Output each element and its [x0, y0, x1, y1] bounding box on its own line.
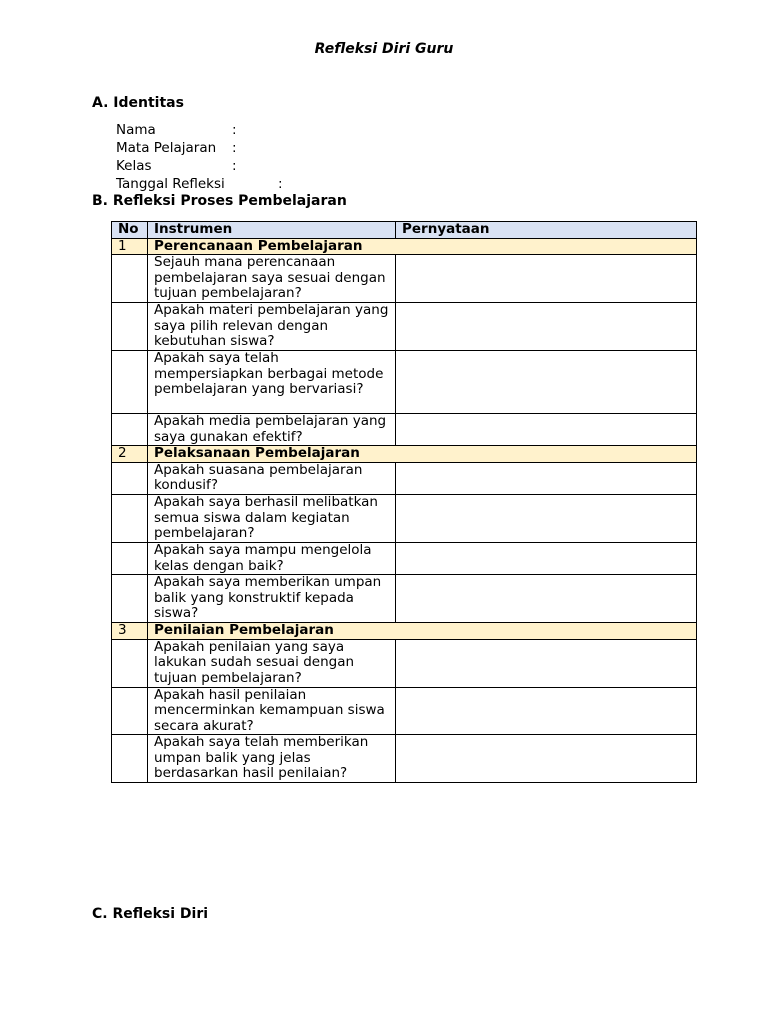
field-label: Mata Pelajaran [116, 140, 217, 156]
reflection-table [111, 221, 697, 783]
field-colon: : [232, 158, 237, 174]
header-instrument: Instrumen [148, 222, 396, 239]
statement-cell[interactable] [396, 735, 697, 783]
section-a-heading: A. Identitas [92, 95, 184, 111]
no-cell [112, 639, 148, 687]
statement-cell[interactable] [396, 462, 697, 494]
no-cell [112, 494, 148, 542]
header-no: No [112, 222, 148, 239]
table-header-row [112, 222, 697, 239]
statement-cell[interactable] [396, 542, 697, 574]
instrument-cell: Apakah saya berhasil melibatkan semua siswa dalam kegiatan pembelajaran? [148, 494, 396, 542]
category-number: 3 [112, 623, 148, 640]
instrument-cell: Apakah penilaian yang saya lakukan sudah sesuai dengan tujuan pembelajaran? [148, 639, 396, 687]
no-cell [112, 462, 148, 494]
instrument-cell: Sejauh mana perencanaan pembelajaran saya sesuai dengan tujuan pembelajaran? [148, 255, 396, 303]
instrument-cell: Apakah saya telah mempersiapkan berbagai metode pembelajaran yang bervariasi? [148, 350, 396, 413]
identity-fields [116, 121, 283, 193]
section-b-heading: B. Refleksi Proses Pembelajaran [92, 193, 347, 209]
category-number: 2 [112, 446, 148, 463]
table-row [112, 494, 697, 542]
category-title: Penilaian Pembelajaran [148, 623, 697, 640]
instrument-cell: Apakah media pembelajaran yang saya gunakan efektif? [148, 413, 396, 445]
instrument-cell: Apakah saya mampu mengelola kelas dengan baik? [148, 542, 396, 574]
table-row [112, 350, 697, 413]
table-row [112, 735, 697, 783]
identity-field-kelas [116, 157, 237, 175]
category-number: 1 [112, 238, 148, 255]
statement-cell[interactable] [396, 494, 697, 542]
section-c-heading: C. Refleksi Diri [92, 906, 209, 922]
identity-field-mata-pelajaran [116, 139, 237, 157]
category-row-pelaksanaan [112, 446, 697, 463]
instrument-cell: Apakah hasil penilaian mencerminkan kemampuan siswa secara akurat? [148, 687, 396, 735]
no-cell [112, 413, 148, 445]
table-row [112, 575, 697, 623]
table-row [112, 639, 697, 687]
identity-field-nama [116, 121, 237, 139]
table-row [112, 542, 697, 574]
instrument-cell: Apakah materi pembelajaran yang saya pilih relevan dengan kebutuhan siswa? [148, 303, 396, 351]
table-row [112, 413, 697, 445]
category-title: Pelaksanaan Pembelajaran [148, 446, 697, 463]
identity-field-tanggal-refleksi [116, 175, 283, 193]
field-label: Kelas [116, 158, 152, 174]
statement-cell[interactable] [396, 413, 697, 445]
table-row [112, 462, 697, 494]
category-row-penilaian [112, 623, 697, 640]
statement-cell[interactable] [396, 303, 697, 351]
instrument-cell: Apakah suasana pembelajaran kondusif? [148, 462, 396, 494]
table-row [112, 687, 697, 735]
field-label: Nama [116, 122, 156, 138]
no-cell [112, 575, 148, 623]
statement-cell[interactable] [396, 255, 697, 303]
no-cell [112, 350, 148, 413]
statement-cell[interactable] [396, 687, 697, 735]
field-label: Tanggal Refleksi [116, 176, 225, 192]
instrument-cell: Apakah saya telah memberikan umpan balik yang jelas berdasarkan hasil penilaian? [148, 735, 396, 783]
field-colon: : [232, 122, 237, 138]
instrument-cell: Apakah saya memberikan umpan balik yang konstruktif kepada siswa? [148, 575, 396, 623]
field-colon: : [232, 140, 237, 156]
no-cell [112, 735, 148, 783]
category-row-perencanaan [112, 238, 697, 255]
field-colon: : [278, 176, 283, 192]
statement-cell[interactable] [396, 575, 697, 623]
table-row [112, 303, 697, 351]
statement-cell[interactable] [396, 350, 697, 413]
no-cell [112, 687, 148, 735]
no-cell [112, 303, 148, 351]
document-title: Refleksi Diri Guru [314, 41, 454, 57]
table-row [112, 255, 697, 303]
no-cell [112, 542, 148, 574]
no-cell [112, 255, 148, 303]
header-statement: Pernyataan [396, 222, 697, 239]
statement-cell[interactable] [396, 639, 697, 687]
category-title: Perencanaan Pembelajaran [148, 238, 697, 255]
